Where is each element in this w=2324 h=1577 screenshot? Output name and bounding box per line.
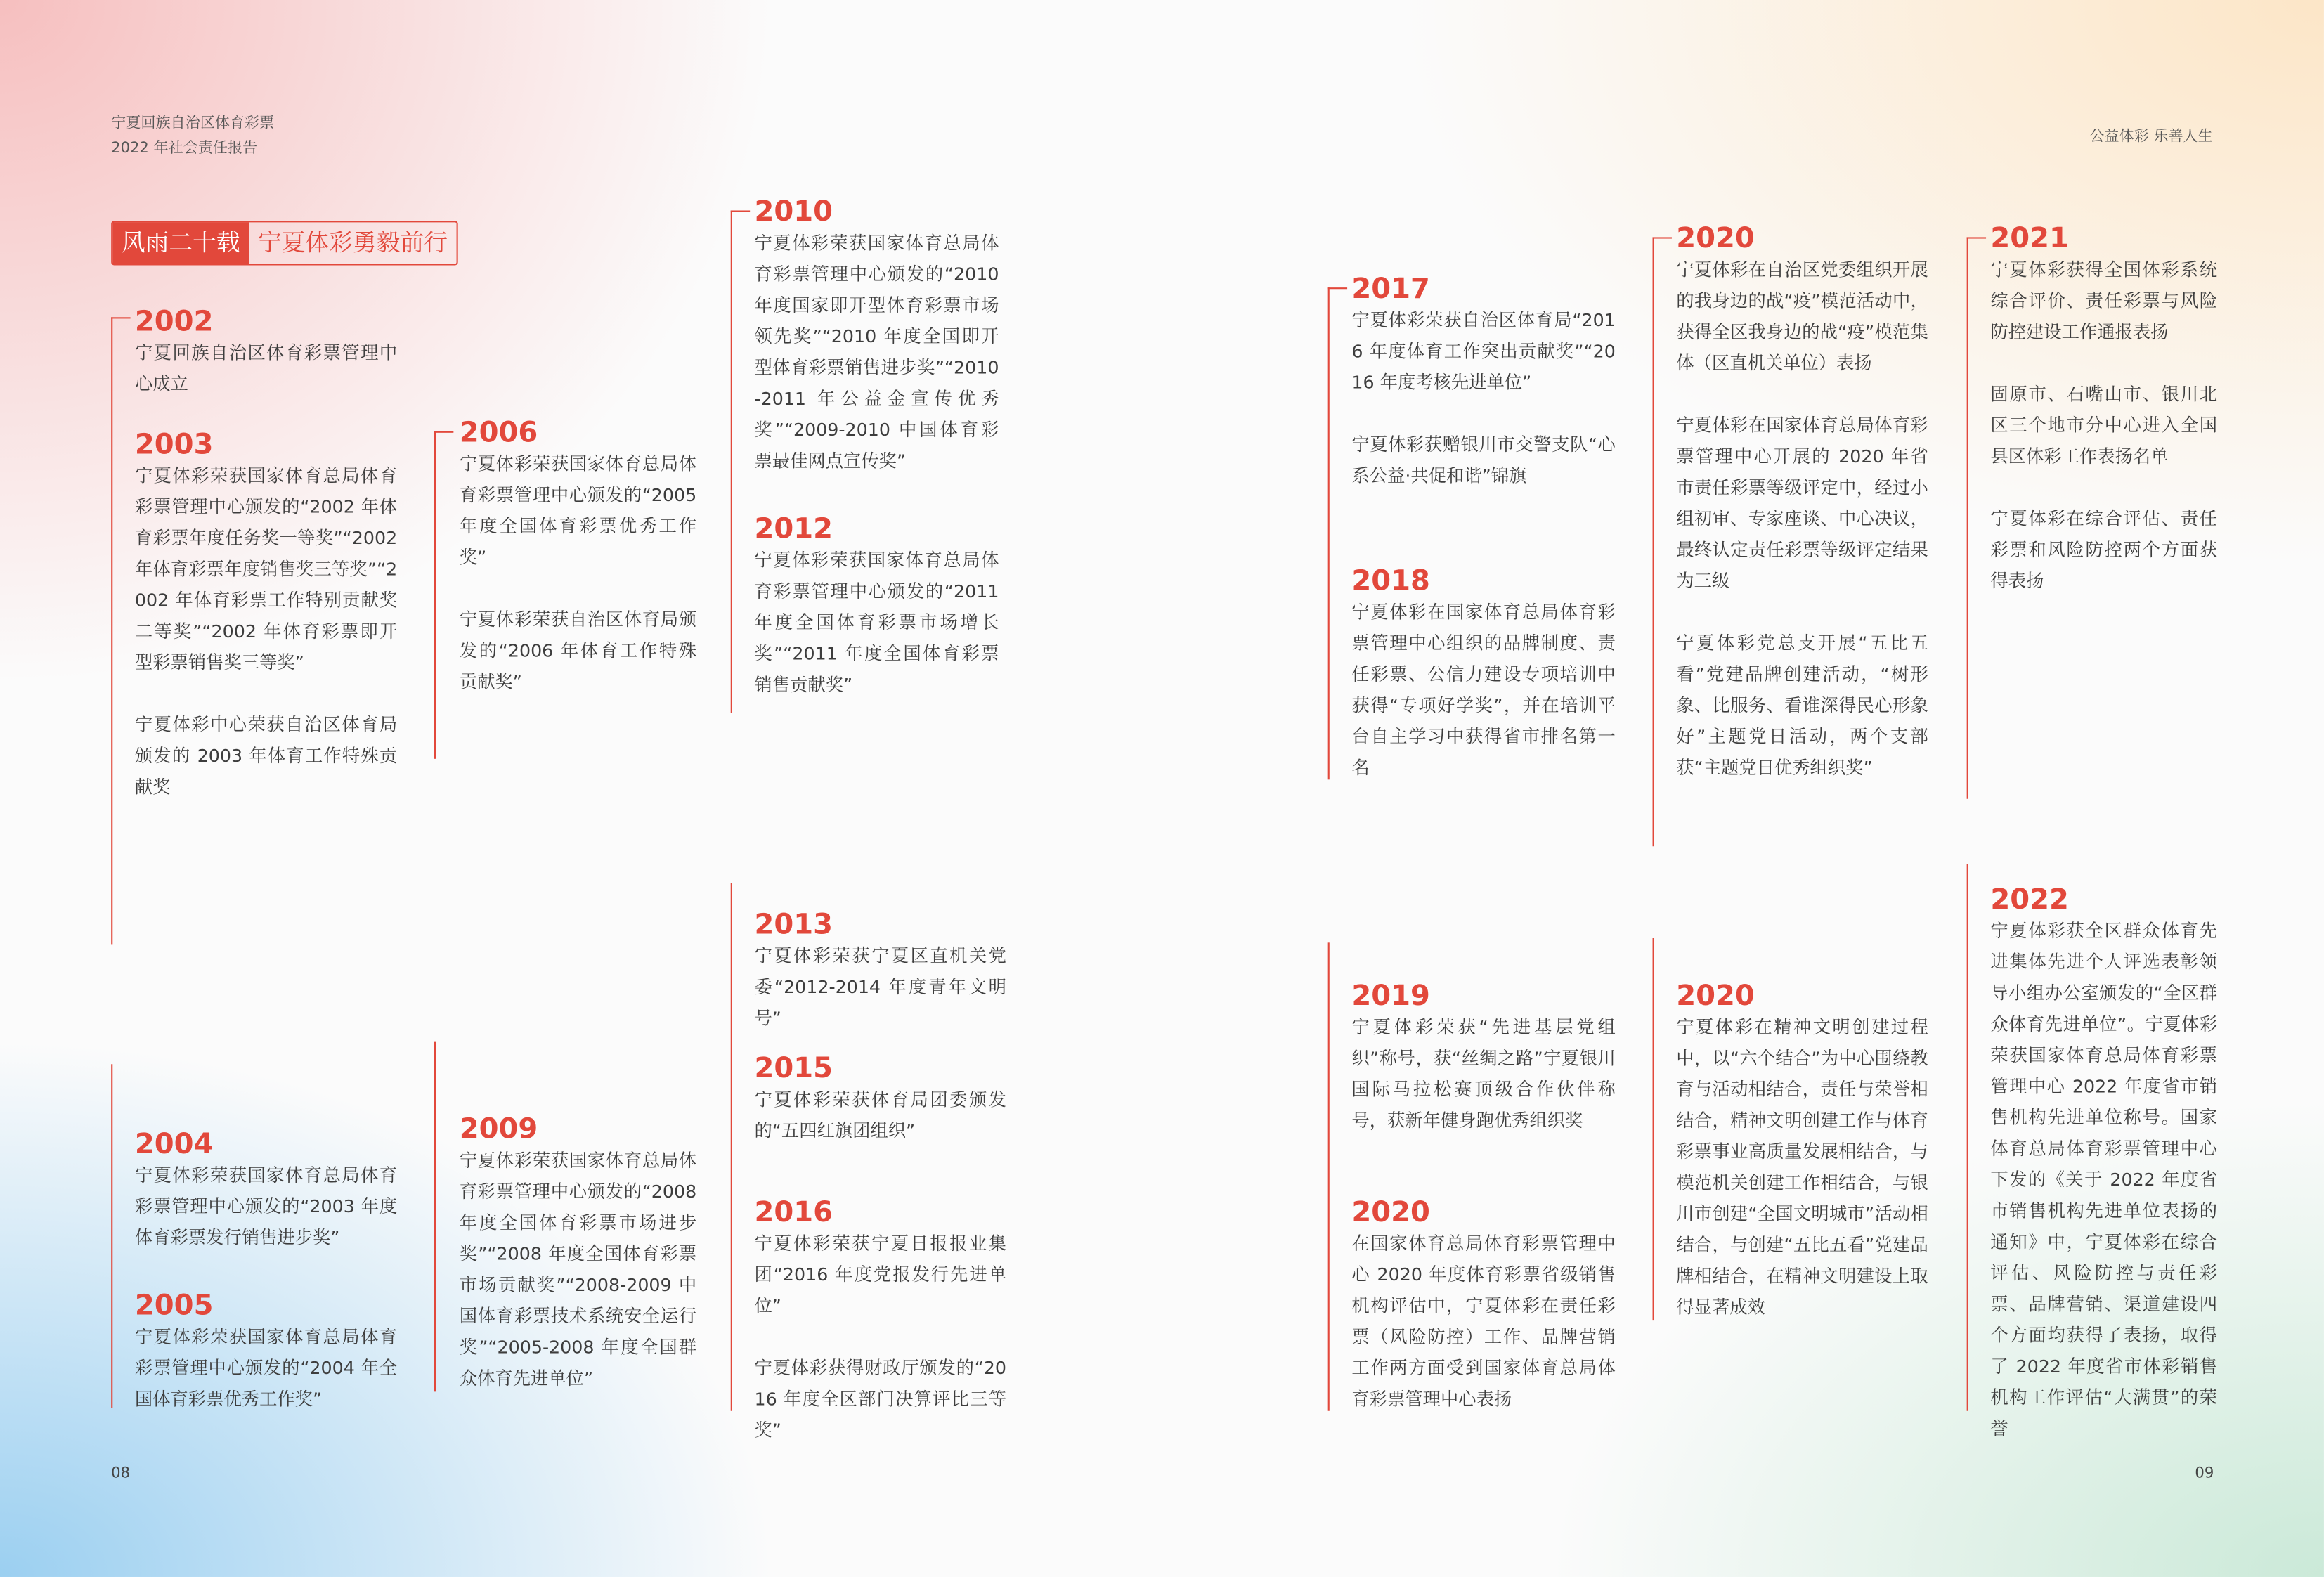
entry-text: 宁夏体彩在综合评估、责任彩票和风险防控两个方面获得表扬 <box>1990 508 2218 592</box>
entry-year: 2020 <box>1676 222 1755 255</box>
header-org-name: 宁夏回族自治区体育彩票 <box>111 115 275 132</box>
timeline-entry <box>1676 980 1928 1323</box>
entry-year: 2003 <box>134 428 214 461</box>
entry-text: 宁夏体彩获全区群众体育先进集体先进个人评选表彰领导小组办公室颁发的“全区群众体育先进单位”。宁夏体彩荣获国家体育总局体育彩票管理中心 2022 年度省市销售机构先进单位称号。国家体育总局体育彩票管理中心下发的《关于 2022 年度省市销售机构先进单位表扬的通知》中，宁夏体彩在综合评估、风险防控与责任彩票、品牌营销、渠道建设四个方面均获得了表扬，取得了 2022 年度省市体彩销售机构工作评估“大满贯”的荣誉 <box>1990 920 2218 1439</box>
timeline-line <box>434 1042 436 1392</box>
entry-year: 2004 <box>134 1127 214 1161</box>
entry-text: 宁夏体彩荣获国家体育总局体育彩票管理中心颁发的“2004 年全国体育彩票优秀工作奖” <box>134 1326 398 1410</box>
report-header-left <box>111 111 274 162</box>
entry-year: 2010 <box>754 195 833 228</box>
entry-text: 宁夏体彩荣获“先进基层党组织”称号，获“丝绸之路”宁夏银川国际马拉松赛顶级合作伙伴称号，获新年健身跑优秀组织奖 <box>1351 1016 1616 1131</box>
timeline-line <box>111 317 130 944</box>
entry-text: 宁夏体彩在精神文明创建过程中，以“六个结合”为中心围绕教育与活动相结合，责任与荣誉相结合，精神文明创建工作与体育彩票事业高质量发展相结合，与模范机关创建工作相结合，与银川市创建“全国文明城市”活动相结合，与创建“五比五看”党建品牌相结合，在精神文明建设上取得显著成效 <box>1676 1016 1928 1318</box>
entry-text: 宁夏体彩荣获自治区体育局颁发的“2006 年体育工作特殊贡献奖” <box>459 609 697 692</box>
entry-year: 2012 <box>754 512 833 546</box>
entry-year: 2019 <box>1351 980 1430 1013</box>
entry-year: 2020 <box>1351 1195 1430 1229</box>
timeline-entry <box>754 513 999 701</box>
entry-year: 2016 <box>754 1195 833 1229</box>
section-title-part1: 风雨二十载 <box>112 222 249 264</box>
section-title-part2: 宁夏体彩勇毅前行 <box>257 228 448 257</box>
timeline-entry <box>754 1052 1006 1147</box>
entry-year: 2022 <box>1990 883 2069 916</box>
entry-year: 2013 <box>754 908 833 942</box>
entry-year: 2006 <box>459 416 538 450</box>
timeline-entry <box>754 1196 1006 1446</box>
timeline-line <box>731 210 750 713</box>
section-title <box>111 221 458 265</box>
entry-text: 固原市、石嘴山市、银川北区三个地市分中心进入全国县区体彩工作表扬名单 <box>1990 384 2218 467</box>
entry-text: 宁夏体彩荣获体育局团委颁发的“五四红旗团组织” <box>754 1089 1007 1141</box>
page-number-right: 09 <box>2195 1465 2214 1482</box>
timeline-entry <box>1351 980 1615 1137</box>
timeline-entry <box>1351 565 1615 784</box>
entry-text: 宁夏体彩获得全国体彩系统综合评价、责任彩票与风险防控建设工作通报表扬 <box>1990 259 2218 343</box>
timeline-line <box>1967 864 1968 1411</box>
timeline-entry <box>460 417 696 699</box>
entry-year: 2020 <box>1676 980 1755 1013</box>
timeline-entry <box>460 1113 696 1395</box>
entry-text: 宁夏体彩荣获自治区体育局“2016 年度体育工作突出贡献奖”“2016 年度考核先进单位” <box>1351 309 1616 393</box>
header-slogan: 公益体彩 乐善人生 <box>2089 129 2213 145</box>
timeline-entry <box>754 909 1006 1034</box>
entry-text: 宁夏体彩党总支开展“五比五看”党建品牌创建活动，“树形象、比服务、看谁深得民心形象好”主题党日活动，两个支部获“主题党日优秀组织奖” <box>1676 632 1928 779</box>
timeline-line <box>731 883 732 1411</box>
entry-text: 在国家体育总局体育彩票管理中心 2020 年度体育彩票省级销售机构评估中，宁夏体彩在责任彩票（风险防控）工作、品牌营销工作两方面受到国家体育总局体育彩票管理中心表扬 <box>1351 1233 1616 1410</box>
entry-text: 宁夏体彩荣获宁夏日报报业集团“2016 年度党报发行先进单位” <box>754 1233 1007 1316</box>
timeline-line <box>1653 237 1672 846</box>
entry-text: 宁夏回族自治区体育彩票管理中心成立 <box>134 342 398 394</box>
entry-text: 宁夏体彩获得财政厅颁发的“2016 年度全区部门决算评比三等奖” <box>754 1357 1007 1441</box>
entry-year: 2018 <box>1351 564 1430 597</box>
timeline-entry <box>135 1290 397 1415</box>
timeline-line <box>1653 938 1654 1320</box>
entry-text: 宁夏体彩获赠银川市交警支队“心系公益·共促和谐”锦旗 <box>1351 434 1616 486</box>
entry-text: 宁夏体彩在国家体育总局体育彩票管理中心开展的 2020 年省市责任彩票等级评定中，经过小组初审、专家座谈、中心决议，最终认定责任彩票等级评定结果为三级 <box>1676 415 1928 592</box>
entry-text: 宁夏体彩荣获宁夏区直机关党委“2012-2014 年度青年文明号” <box>754 945 1007 1029</box>
timeline-line <box>1967 237 1986 798</box>
timeline-line <box>434 431 453 759</box>
timeline-entry <box>1351 273 1615 492</box>
timeline-entry <box>1351 1196 1615 1415</box>
page-number-left: 08 <box>111 1465 131 1482</box>
entry-text: 宁夏体彩荣获国家体育总局体育彩票管理中心颁发的“2003 年度体育彩票发行销售进步奖” <box>134 1164 398 1248</box>
timeline-entry <box>135 305 397 400</box>
entry-year: 2002 <box>134 305 214 338</box>
entry-text: 宁夏体彩中心荣获自治区体育局颁发的 2003 年体育工作特殊贡献奖 <box>134 714 398 798</box>
timeline-entry <box>1990 222 2217 597</box>
entry-text: 宁夏体彩荣获国家体育总局体育彩票管理中心颁发的“2002 年体育彩票年度任务奖一等奖”“2002 年体育彩票年度销售奖三等奖”“2002 年体育彩票工作特别贡献奖二等奖”“2002 年体育彩票即开型彩票销售奖三等奖” <box>134 465 398 673</box>
entry-year: 2005 <box>134 1289 214 1323</box>
entry-text: 宁夏体彩荣获国家体育总局体育彩票管理中心颁发的“2010 年度国家即开型体育彩票市场领先奖”“2010 年度全国即开型体育彩票销售进步奖”“2010-2011 年公益金宣传优秀奖”“2009-2010 中国体育彩票最佳网点宣传奖” <box>754 233 999 472</box>
timeline-entry <box>135 429 397 804</box>
timeline-entry <box>754 195 999 477</box>
entry-text: 宁夏体彩在自治区党委组织开展的我身边的战“疫”模范活动中，获得全区我身边的战“疫”模范集体（区直机关单位）表扬 <box>1676 259 1928 374</box>
header-report-title: 2022 年社会责任报告 <box>111 141 258 157</box>
timeline-entry <box>135 1128 397 1254</box>
entry-text: 宁夏体彩荣获国家体育总局体育彩票管理中心颁发的“2011 年度全国体育彩票市场增长奖”“2011 年度全国体育彩票销售贡献奖” <box>754 550 999 696</box>
timeline-entry <box>1990 883 2217 1445</box>
timeline-line <box>1328 287 1347 779</box>
timeline-line <box>1328 942 1330 1410</box>
timeline-entry <box>1676 222 1928 784</box>
entry-year: 2017 <box>1351 273 1430 306</box>
entry-year: 2021 <box>1990 222 2069 255</box>
timeline-line <box>111 1064 112 1408</box>
entry-year: 2015 <box>754 1052 833 1085</box>
entry-text: 宁夏体彩荣获国家体育总局体育彩票管理中心颁发的“2008 年度全国体育彩票市场进步奖”“2008 年度全国体育彩票市场贡献奖”“2008-2009 中国体育彩票技术系统安全运行奖”“2005-2008 年度全国群众体育先进单位” <box>459 1150 697 1389</box>
entry-text: 宁夏体彩在国家体育总局体育彩票管理中心组织的品牌制度、责任彩票、公信力建设专项培训中获得“专项好学奖”，并在培训平台自主学习中获得省市排名第一名 <box>1351 602 1616 779</box>
entry-year: 2009 <box>459 1112 538 1146</box>
entry-text: 宁夏体彩荣获国家体育总局体育彩票管理中心颁发的“2005 年度全国体育彩票优秀工作奖” <box>459 453 697 568</box>
